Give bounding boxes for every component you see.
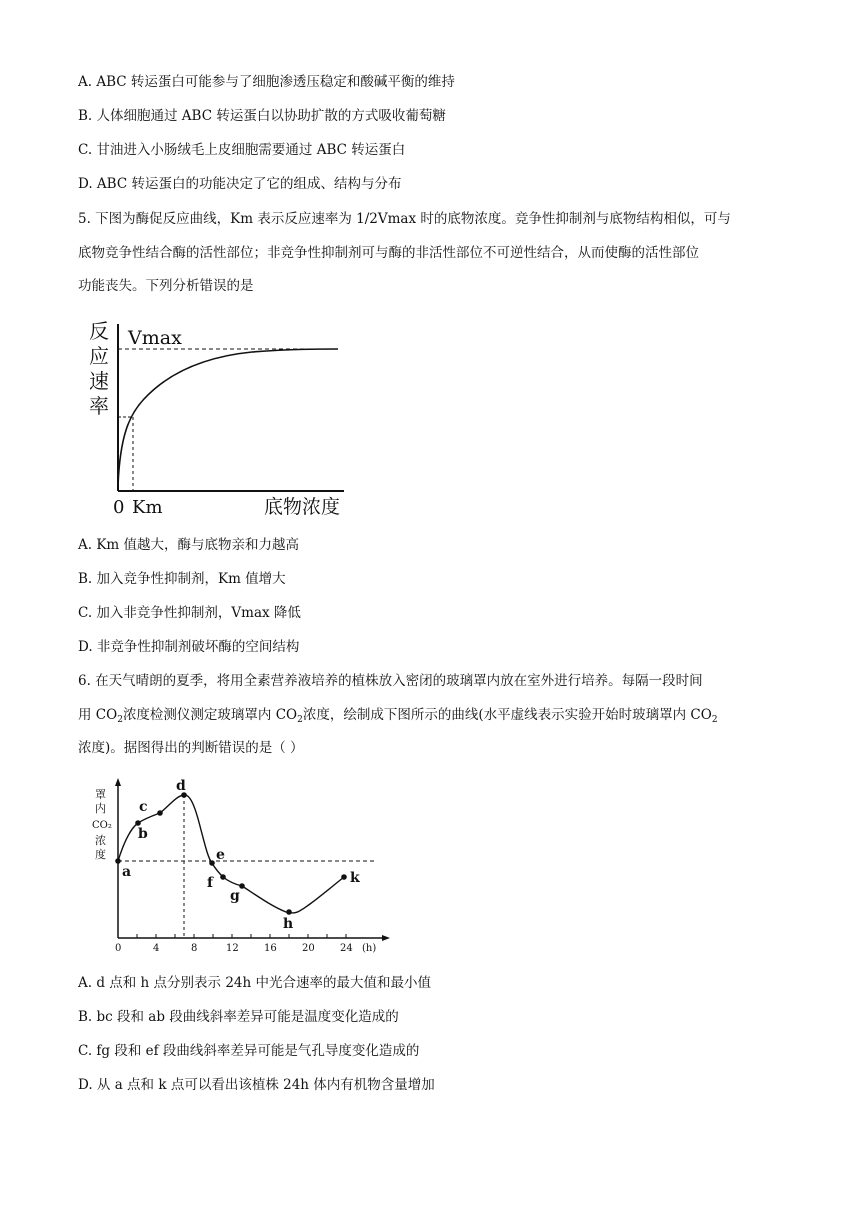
q4-option-d: D. ABC 转运蛋白的功能决定了它的组成、结构与分布: [78, 176, 402, 192]
q5-option-d: D. 非竞争性抑制剂破坏酶的空间结构: [78, 639, 300, 655]
fig6-label-c: c: [139, 799, 148, 815]
fig5-ylabel-char: 速: [89, 369, 109, 393]
q6-stem-line2: [78, 705, 718, 730]
q4-option-a: A. ABC 转运蛋白可能参与了细胞渗透压稳定和酸碱平衡的维持: [78, 74, 455, 90]
q5-stem-line2: 底物竞争性结合酶的活性部位；非竞争性抑制剂可与酶的非活性部位不可逆性结合，从而使酶的活性部位: [78, 245, 699, 261]
fig6-label-b: b: [138, 826, 148, 842]
q4-option-c: C. 甘油进入小肠绒毛上皮细胞需要通过 ABC 转运蛋白: [78, 142, 406, 158]
q5-option-c: C. 加入非竞争性抑制剂，Vmax 降低: [78, 605, 301, 621]
fig5-saturation-curve: [118, 349, 338, 486]
q5-stem-line1: 5. 下图为酶促反应曲线，Km 表示反应速率为 1/2Vmax 时的底物浓度。竞争性抑制剂与底物结构相似，可与: [78, 211, 731, 227]
fig5-vmax-label: Vmax: [128, 327, 182, 349]
fig6-point-k: [341, 874, 347, 880]
co2-subscript: 2: [117, 715, 123, 725]
fig6-label-g: g: [230, 888, 240, 904]
fig5-origin-label: 0: [113, 497, 125, 518]
fig6-ylabel-char: CO₂: [92, 820, 112, 831]
fig6-label-e: e: [216, 847, 225, 863]
fig6-x-tick-label: 20: [302, 943, 315, 954]
q4-option-b: B. 人体细胞通过 ABC 转运蛋白以协助扩散的方式吸收葡萄糖: [78, 108, 446, 124]
fig6-x-tick-label: 16: [264, 943, 277, 954]
fig6-point-f: [220, 874, 226, 880]
fig6-x-tick-label: 12: [226, 943, 239, 954]
co2-subscript: 2: [711, 715, 718, 725]
fig6-x-tick-label: 4: [153, 943, 160, 954]
q5-option-b: B. 加入竞争性抑制剂，Km 值增大: [78, 571, 286, 587]
fig5-ylabel-char: 反: [89, 319, 109, 343]
fig6-point-g: [239, 883, 245, 889]
fig6-label-h: h: [283, 916, 294, 932]
fig6-y-arrow: [115, 778, 121, 786]
fig6-point-c: [157, 810, 163, 816]
q5-option-a: A. Km 值越大，酶与底物亲和力越高: [78, 537, 300, 553]
fig6-label-d: d: [176, 778, 186, 794]
fig6-point-h: [286, 909, 292, 915]
fig5-ylabel-char: 应: [89, 344, 109, 368]
fig6-point-b: [135, 820, 141, 826]
fig6-ylabel-char: 内: [95, 802, 106, 815]
fig6-ylabel-char: 罩: [95, 788, 106, 801]
fig6-x-tick-label: 24: [340, 943, 353, 954]
q6-line2-part-a: 用 CO: [78, 707, 118, 723]
fig6-x-tick-label: 8: [191, 943, 198, 954]
q6-stem-line3: 浓度)。据图得出的判断错误的是（ ）: [78, 740, 304, 756]
q6-option-c: C. fg 段和 ef 段曲线斜率差异可能是气孔导度变化造成的: [78, 1043, 420, 1059]
fig6-label-k: k: [350, 870, 360, 886]
q6-option-b: B. bc 段和 ab 段曲线斜率差异可能是温度变化造成的: [78, 1009, 399, 1025]
co2-curve-figure: [86, 770, 396, 960]
enzyme-curve-figure: [82, 314, 362, 524]
fig6-ylabel-char: 度: [95, 848, 106, 861]
q6-option-a: A. d 点和 h 点分别表示 24h 中光合速率的最大值和最小值: [78, 975, 431, 991]
fig6-point-a: [115, 858, 121, 864]
fig6-label-f: f: [207, 875, 214, 891]
q6-option-d: D. 从 a 点和 k 点可以看出该植株 24h 体内有机物含量增加: [78, 1077, 435, 1093]
fig6-x-tick-label: 0: [115, 943, 122, 954]
fig5-xlabel: 底物浓度: [264, 496, 341, 518]
q6-line2-part-b: 浓度检测仪测定玻璃罩内 CO: [122, 707, 298, 723]
fig5-ylabel-char: 率: [89, 394, 109, 418]
fig6-ylabel-char: 浓: [95, 834, 106, 847]
q6-line2-part-c: 浓度，绘制成下图所示的曲线(水平虚线表示实验开始时玻璃罩内 CO: [302, 707, 712, 723]
q6-stem-line1: 6. 在天气晴朗的夏季，将用全素营养液培养的植株放入密闭的玻璃罩内放在室外进行培养。每隔一段时间: [78, 673, 703, 689]
fig6-x-arrow: [382, 935, 390, 941]
fig6-label-a: a: [122, 864, 132, 880]
fig5-km-label: Km: [132, 497, 163, 518]
fig6-point-e: [209, 860, 215, 866]
q5-stem-line3: 功能丧失。下列分析错误的是: [78, 278, 254, 294]
co2-subscript: 2: [297, 715, 303, 725]
fig6-x-unit-label: (h): [362, 943, 377, 954]
